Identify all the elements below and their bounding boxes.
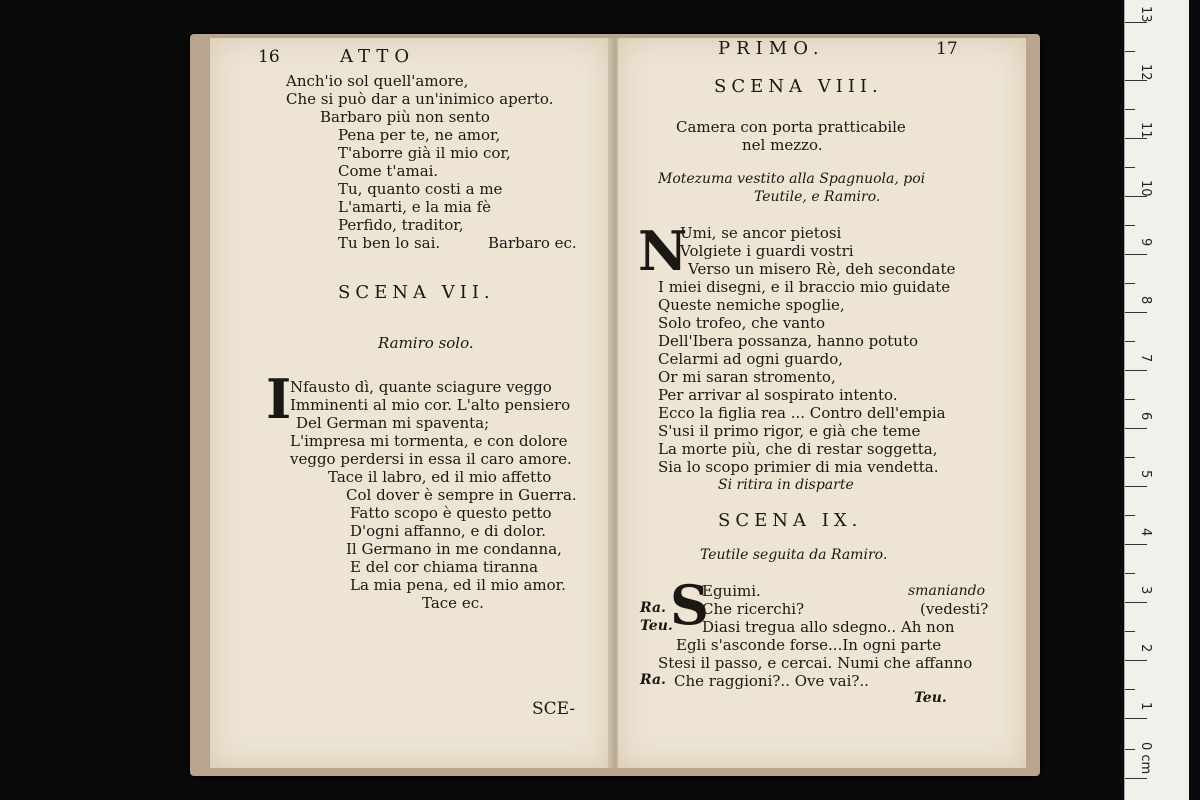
ruler-minor-tick xyxy=(1125,399,1135,400)
ruler-label: 10 xyxy=(1138,180,1153,197)
left-page xyxy=(210,38,611,768)
verse-line: Verso un misero Rè, deh secondate xyxy=(688,260,956,278)
scene-vii-title: SCENA VII. xyxy=(338,282,495,303)
measurement-ruler xyxy=(1124,0,1189,800)
verse-line: Dell'Ibera possanza, hanno potuto xyxy=(658,332,919,350)
verse-line: Or mi saran stromento, xyxy=(658,368,836,386)
verse-line: Tace ec. xyxy=(422,594,484,612)
ruler-tick xyxy=(1125,718,1147,719)
dialogue-line: Eguimi. xyxy=(702,582,761,600)
right-catchword: Teu. xyxy=(914,690,947,706)
ruler-label: 13 xyxy=(1138,6,1153,23)
ruler-label: 12 xyxy=(1138,64,1153,81)
verse-line: L'impresa mi tormenta, e con dolore xyxy=(290,432,568,450)
exit-direction: Si ritira in disparte xyxy=(718,477,854,493)
verse-line: Sia lo scopo primier di mia vendetta. xyxy=(658,458,939,476)
ruler-minor-tick xyxy=(1125,51,1135,52)
verse-line: Nfausto dì, quante sciagure veggo xyxy=(290,378,552,396)
speaker-label: Ra. xyxy=(640,600,666,616)
ruler-label: 2 xyxy=(1138,644,1153,653)
left-page-number: 16 xyxy=(258,47,280,67)
scene-ix-direction: Teutile seguita da Ramiro. xyxy=(700,547,888,563)
verse-line: Fatto scopo è questo petto xyxy=(350,504,552,522)
verse-line: Anch'io sol quell'amore, xyxy=(286,72,469,90)
ruler-label: 9 xyxy=(1138,238,1153,247)
verse-line: Tu ben lo sai. xyxy=(338,234,441,252)
verse-line: Col dover è sempre in Guerra. xyxy=(346,486,577,504)
ruler-label: 1 xyxy=(1138,702,1153,711)
drop-cap-i: I xyxy=(266,367,292,431)
dialogue-line: Che raggioni?.. Ove vai?.. xyxy=(674,672,869,690)
ruler-tick xyxy=(1125,370,1147,371)
ruler-minor-tick xyxy=(1125,225,1135,226)
ruler-label: 5 xyxy=(1138,470,1153,479)
setting-line: Camera con porta pratticabile xyxy=(676,118,906,136)
verse-line: La morte più, che di restar soggetta, xyxy=(658,440,938,458)
verse-line: Tace il labro, ed il mio affetto xyxy=(328,468,552,486)
verse-line: Pena per te, ne amor, xyxy=(338,126,501,144)
ruler-minor-tick xyxy=(1125,167,1135,168)
verse-line: Il Germano in me condanna, xyxy=(346,540,562,558)
ruler-tick xyxy=(1125,602,1147,603)
right-page xyxy=(618,38,1026,768)
ruler-label: 6 xyxy=(1138,412,1153,421)
ruler-tick xyxy=(1125,486,1147,487)
verse-line: T'aborre già il mio cor, xyxy=(338,144,511,162)
ruler-label: 7 xyxy=(1138,354,1153,363)
ruler-tick xyxy=(1125,778,1147,779)
verse-line: Queste nemiche spoglie, xyxy=(658,296,845,314)
speaker-label: Teu. xyxy=(640,618,673,634)
scene-vii-character: Ramiro solo. xyxy=(378,334,474,352)
verse-line: veggo perdersi in essa il caro amore. xyxy=(290,450,572,468)
right-running-header: PRIMO. xyxy=(718,38,825,59)
ruler-tick xyxy=(1125,544,1147,545)
speaker-label: Ra. xyxy=(640,672,666,688)
right-page-number: 17 xyxy=(936,39,958,59)
verse-line: Imminenti al mio cor. L'alto pensiero xyxy=(290,396,571,414)
verse-line: Tu, quanto costi a me xyxy=(338,180,503,198)
dialogue-line: Egli s'asconde forse...In ogni parte xyxy=(676,636,942,654)
refrain-cue: Barbaro ec. xyxy=(488,234,577,252)
stage-direction: Motezuma vestito alla Spagnuola, poi xyxy=(658,171,926,187)
ruler-minor-tick xyxy=(1125,573,1135,574)
verse-line: Umi, se ancor pietosi xyxy=(680,224,842,242)
verse-line: E del cor chiama tiranna xyxy=(350,558,539,576)
ruler-minor-tick xyxy=(1125,283,1135,284)
verse-line: L'amarti, e la mia fè xyxy=(338,198,492,216)
drop-cap-s: S xyxy=(670,573,709,637)
verse-line: Barbaro più non sento xyxy=(320,108,490,126)
ruler-tick xyxy=(1125,428,1147,429)
ruler-minor-tick xyxy=(1125,749,1135,750)
stage-direction: Teutile, e Ramiro. xyxy=(754,189,881,205)
verse-line: I miei disegni, e il braccio mio guidate xyxy=(658,278,951,296)
scene-viii-title: SCENA VIII. xyxy=(714,76,883,97)
verse-line: Per arrivar al sospirato intento. xyxy=(658,386,898,404)
verse-line: Solo trofeo, che vanto xyxy=(658,314,825,332)
dialogue-note: smaniando xyxy=(908,583,986,599)
left-catchword: SCE- xyxy=(532,699,576,719)
scene-ix-title: SCENA IX. xyxy=(718,510,863,531)
ruler-minor-tick xyxy=(1125,341,1135,342)
ruler-minor-tick xyxy=(1125,689,1135,690)
dialogue-line: Diasi tregua allo sdegno.. Ah non xyxy=(702,618,955,636)
ruler-label: 4 xyxy=(1138,528,1153,537)
ruler-minor-tick xyxy=(1125,515,1135,516)
ruler-tick xyxy=(1125,312,1147,313)
ruler-label: 8 xyxy=(1138,296,1153,305)
verse-line: Come t'amai. xyxy=(338,162,439,180)
left-running-header: ATTO xyxy=(340,46,416,67)
drop-cap-n: N xyxy=(638,219,688,283)
ruler-minor-tick xyxy=(1125,631,1135,632)
ruler-label: 11 xyxy=(1138,122,1153,139)
verse-line: Del German mi spaventa; xyxy=(296,414,490,432)
ruler-minor-tick xyxy=(1125,457,1135,458)
ruler-minor-tick xyxy=(1125,109,1135,110)
verse-line: Che si può dar a un'inimico aperto. xyxy=(286,90,554,108)
ruler-label: 0 cm xyxy=(1138,742,1153,775)
dialogue-note: (vedesti? xyxy=(920,600,989,618)
verse-line: La mia pena, ed il mio amor. xyxy=(350,576,566,594)
dialogue-line: Stesi il passo, e cercai. Numi che affanno xyxy=(658,654,973,672)
ruler-tick xyxy=(1125,660,1147,661)
verse-line: Celarmi ad ogni guardo, xyxy=(658,350,844,368)
verse-line: D'ogni affanno, e di dolor. xyxy=(350,522,547,540)
ruler-label: 3 xyxy=(1138,586,1153,595)
dialogue-line: Che ricerchi? xyxy=(702,600,805,618)
verse-line: Perfido, traditor, xyxy=(338,216,464,234)
setting-line: nel mezzo. xyxy=(742,136,823,154)
ruler-tick xyxy=(1125,254,1147,255)
verse-line: Volgiete i guardi vostri xyxy=(680,242,854,260)
verse-line: S'usi il primo rigor, e già che teme xyxy=(658,422,921,440)
verse-line: Ecco la figlia rea ... Contro dell'empia xyxy=(658,404,946,422)
